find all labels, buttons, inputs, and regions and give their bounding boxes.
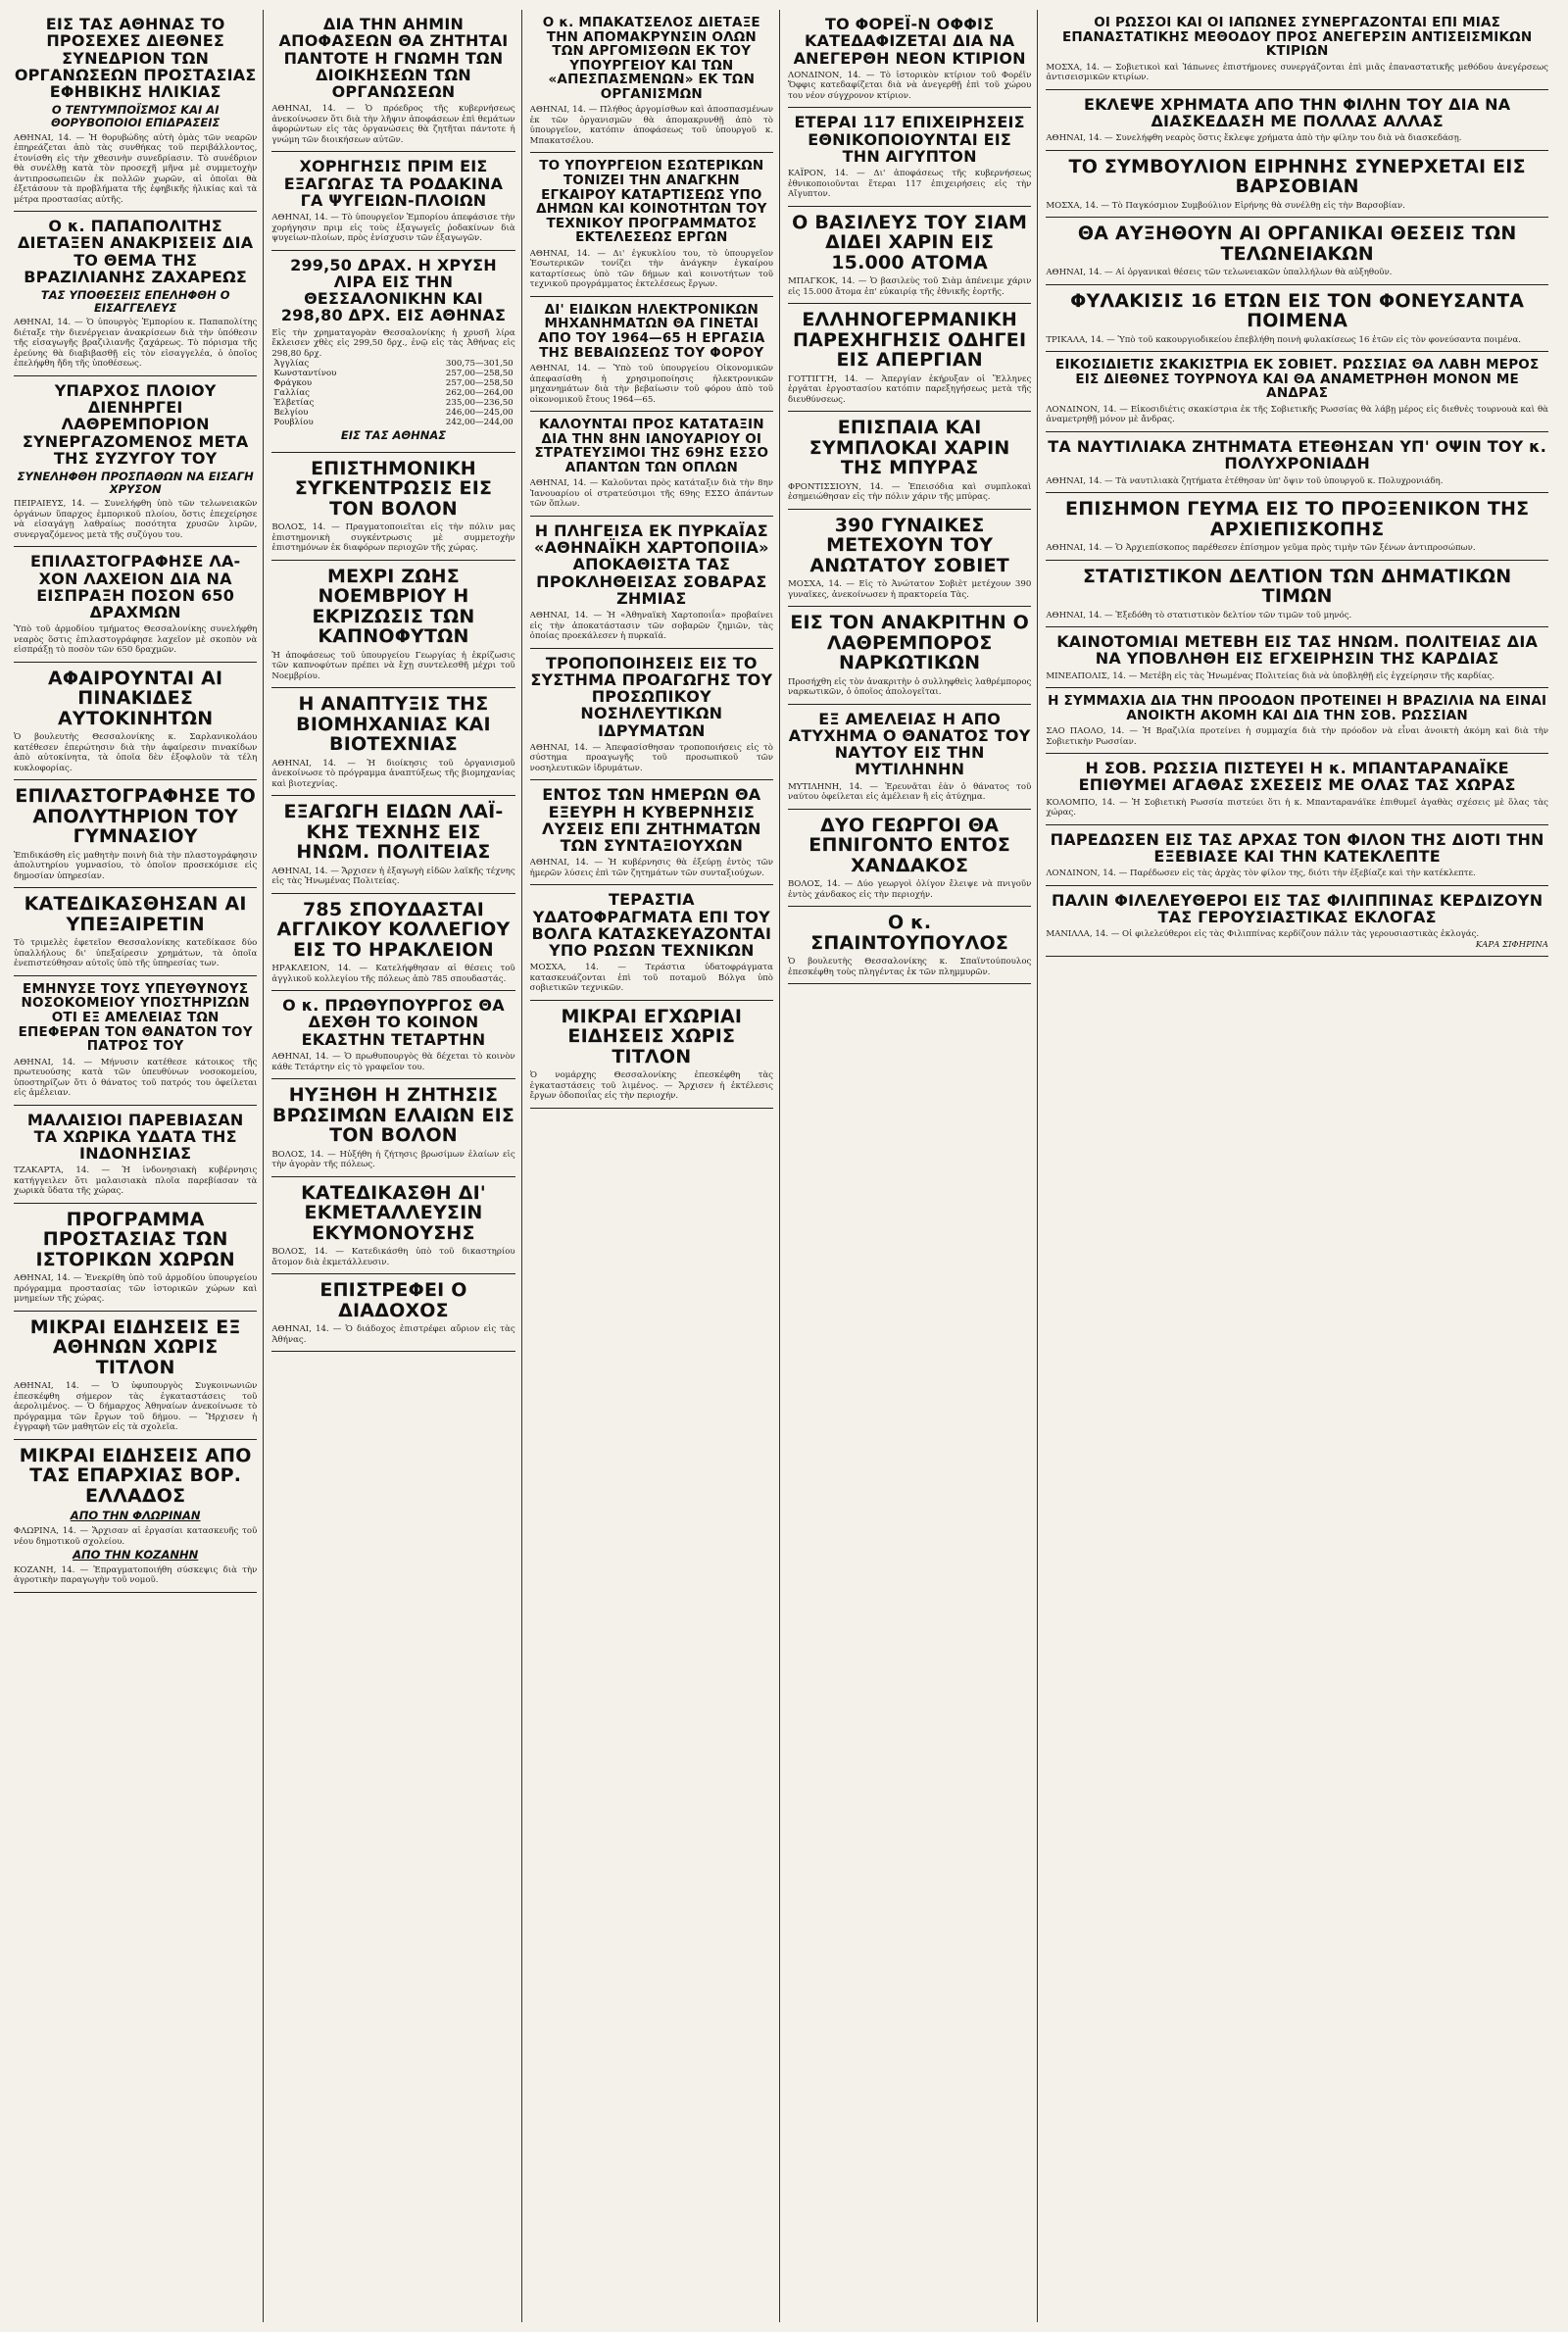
- article-body: ΑΘΗΝΑΙ, 14. — Ἐξεδόθη τὸ στατιστικὸν δελτίον τῶν τιμῶν τοῦ μηνός.: [1046, 610, 1352, 620]
- article-body: ΜΥΤΙΛΗΝΗ, 14. — Ἐρευνᾶται ἐὰν ὁ θάνατος τοῦ ναύτου ὀφείλεται εἰς ἀμέλειαν ἢ εἰς ἀτύχημα.: [787, 781, 1032, 803]
- article: [14, 1312, 257, 1440]
- article: [530, 885, 773, 1001]
- price-value: 242,00—244,00: [445, 418, 514, 428]
- article-headline: ΔΙ' ΕΙΔΙΚΩΝ ΗΛΕΚΤΡΟΝΙΚΩΝ ΜΗΧΑΝΗΜΑΤΩΝ ΘΑ ΓΙΝΕΤΑΙ ΑΠΟ ΤΟΥ 1964—65 Η ΕΡΓΑΣΙΑ ΤΗΣ ΒΕΒΑΙΩΣΕΩΣ ΤΟΥ ΦΟΡΟΥ: [538, 301, 765, 361]
- article-headline: Η ΠΛΗΓΕΙΣΑ ΕΚ ΠΥΡΚΑΪΑΣ «ΑΘΗΝΑΪΚΗ ΧΑΡΤΟΠΟΙΙΑ» ΑΠΟΚΑΘΙΣΤΑ ΤΑΣ ΠΡΟΚΛΗΘΕΙΣΑΣ ΣΟΒΑΡΑΣ ΖΗΜΙΑΣ: [534, 521, 769, 608]
- article: [788, 10, 1031, 108]
- article-body: ΤΖΑΚΑΡΤΑ, 14. — Ἡ ἰνδονησιακὴ κυβέρνησις κατήγγειλεν ὅτι μαλαισιακὰ πλοῖα παρεβίασαν τὰ χωρικὰ ὕδατα τῆς χώρας.: [14, 1166, 258, 1197]
- price-label: Ἀγγλίας: [273, 359, 310, 370]
- article-body: ΑΘΗΝΑΙ, 14. — Μήνυσιν κατέθεσε κάτοικος τῆς πρωτευούσης κατὰ τῶν ὑπευθύνων νοσοκομείου, ὑποστηρίζων ὅτι ὁ θάνατος τοῦ πατρός του ὀφείλεται εἰς ἀμέλειαν.: [14, 1057, 258, 1099]
- article: [271, 894, 514, 992]
- price-row: [271, 359, 514, 369]
- article-body: ΑΘΗΝΑΙ, 14. — Ἡ «Ἀθηναϊκὴ Χαρτοποιΐα» προβαίνει εἰς τὴν ἀποκατάστασιν τῶν σοβαρῶν ζημιῶν, τὰς ὁποίας προεκάλεσεν ἡ πυρκαϊά.: [529, 611, 773, 642]
- article-body: Ὁ βουλευτὴς Θεσσαλονίκης κ. Σαρλανικολάου κατέθεσεν ἐπερώτησιν διὰ τὴν ἀφαίρεσιν πινακίδων ἀπὸ αὐτοκίνητα, τὰ ὁποῖα δὲν ἐξοφλοῦν τὰ τέλη κυκλοφορίας.: [14, 732, 258, 773]
- article-body: Ἐπιδικάσθη εἰς μαθητὴν ποινὴ διὰ τὴν πλαστογράφησιν ἀπολυτηρίου γυμνασίου, τὸ ὁποῖον προσεκόμισε εἰς δημοσίαν ὑπηρεσίαν.: [14, 850, 258, 881]
- article: [788, 810, 1031, 908]
- article-headline: ΠΑΡΕΔΩΣΕΝ ΕΙΣ ΤΑΣ ΑΡΧΑΣ ΤΟΝ ΦΙΛΟΝ ΤΗΣ ΔΙΟΤΙ ΤΗΝ ΕΞΕΒΙΑΣΕ ΚΑΙ ΤΗΝ ΚΑΤΕΚΛΕΠΤΕ: [1050, 829, 1544, 866]
- price-value: 246,00—245,00: [445, 408, 514, 419]
- article-headline: ΜΙΚΡΑΙ ΕΓΧΩΡΙΑΙ ΕΙΔΗΣΕΙΣ ΧΩΡΙΣ ΤΙΤΛΟΝ: [561, 1005, 743, 1067]
- article-headline: ΕΙΚΟΣΙΔΙΕΤΙΣ ΣΚΑΚΙΣΤΡΙΑ ΕΚ ΣΟΒΙΕΤ. ΡΩΣΣΙΑΣ ΘΑ ΛΑΒΗ ΜΕΡΟΣ ΕΙΣ ΔΙΕΘΝΕΣ ΤΟΥΡΝΟΥΑ ΚΑΙ ΘΑ ΑΝΑΜΕΤΡΗΘΗ ΜΟΝΟΝ ΜΕ ΑΝΔΡΑΣ: [1054, 357, 1540, 402]
- article: [788, 705, 1031, 810]
- article: [271, 796, 514, 894]
- article-headline: ΧΟΡΗΓΗΣΙΣ ΠΡΙΜ ΕΙΣ ΕΞΑΓΩΓΑΣ ΤΑ ΡΟΔΑΚΙΝΑ ΓΑ ΨΥΓΕΙΩΝ-ΠΛΟΙΩΝ: [283, 157, 504, 210]
- article-headline: ΗΥΞΗΘΗ Η ΖΗΤΗΣΙΣ ΒΡΩΣΙΜΩΝ ΕΛΑΙΩΝ ΕΙΣ ΤΟΝ ΒΟΛΟΝ: [271, 1083, 515, 1147]
- article-subheadline: ΣΥΝΕΛΗΦΘΗ ΠΡΟΣΠΑΘΩΝ ΝΑ ΕΙΣΑΓΗ ΧΡΥΣΟΝ: [17, 470, 254, 496]
- article-body: ΒΟΛΟΣ, 14. — Κατεδικάσθη ὑπὸ τοῦ δικαστηρίου ἄτομον διὰ ἐκμετάλλευσιν.: [271, 1247, 515, 1267]
- price-row: [271, 408, 514, 418]
- article: [1046, 561, 1548, 628]
- article-body: ΚΟΛΟΜΠΟ, 14. — Ἡ Σοβιετικὴ Ρωσσία πιστεύει ὅτι ἡ κ. Μπανταρανάϊκε ἐπιθυμεῖ ἀγαθὰς σχέσεις μὲ ὅλας τὰς χώρας.: [1046, 797, 1548, 819]
- article: [1046, 10, 1548, 90]
- article-headline: ΕΤΕΡΑΙ 117 ΕΠΙΧΕΙΡΗΣΕΙΣ ΕΘΝΙΚΟΠΟΙΟΥΝΤΑΙ ΕΙΣ ΤΗΝ ΑΙΓΥΠΤΟΝ: [794, 113, 1025, 166]
- article-headline: ΚΑΙΝΟΤΟΜΙΑΙ ΜΕΤΕΒΗ ΕΙΣ ΤΑΣ ΗΝΩΜ. ΠΟΛΙΤΕΙΑΣ ΔΙΑ ΝΑ ΥΠΟΒΛΗΘΗ ΕΙΣ ΕΓΧΕΙΡΗΣΙΝ ΤΗΣ ΚΑΡΔΙΑΣ: [1056, 632, 1539, 669]
- article-headline: ΕΠΙΣΤΡΕΦΕΙ Ο ΔΙΑΔΟΧΟΣ: [319, 1279, 467, 1321]
- article-body: ΜΟΣΧΑ, 14. — Τὸ Παγκόσμιον Συμβούλιον Εἰρήνης θὰ συνέλθῃ εἰς τὴν Βαρσοβίαν.: [1046, 200, 1405, 211]
- section-body: ΚΟΖΑΝΗ, 14. — Ἐπραγματοποιήθη σύσκεψις διὰ τὴν ἀγροτικὴν παραγωγὴν τοῦ νομοῦ.: [14, 1564, 258, 1586]
- price-value: 235,00—236,50: [445, 398, 514, 409]
- article-headline: 299,50 ΔΡΑΧ. Η ΧΡΥΣΗ ΛΙΡΑ ΕΙΣ ΤΗΝ ΘΕΣΣΑΛΟΝΙΚΗΝ ΚΑΙ 298,80 ΔΡΧ. ΕΙΣ ΑΘΗΝΑΣ: [280, 255, 507, 325]
- article-headline: ΕΞ ΑΜΕΛΕΙΑΣ Η ΑΠΟ ΑΤΥΧΗΜΑ Ο ΘΑΝΑΤΟΣ ΤΟΥ ΝΑΥΤΟΥ ΕΙΣ ΤΗΝ ΜΥΤΙΛΗΝΗΝ: [788, 709, 1031, 779]
- article: [1046, 285, 1548, 353]
- price-table: [271, 359, 514, 427]
- article-body: ΑΘΗΝΑΙ, 14. — Αἱ ὀργανικαὶ θέσεις τῶν τελωνειακῶν ὑπαλλήλων θὰ αὐξηθοῦν.: [1046, 268, 1393, 278]
- article-headline: ΕΛΛΗΝΟΓΕΡΜΑΝΙΚΗ ΠΑΡΕΧΗΓΗΣΙΣ ΟΔΗΓΕΙ ΕΙΣ ΑΠΕΡΓΙΑΝ: [793, 309, 1027, 372]
- article-body: ΜΑΝΙΛΛΑ, 14. — Οἱ φιλελεύθεροι εἰς τὰς Φιλιππίνας κερδίζουν πάλιν τὰς γερουσιαστικὰς ἐκλογάς.: [1046, 929, 1480, 940]
- article: [271, 1177, 514, 1275]
- article-headline: Η ΑΝΑΠΤΥΞΙΣ ΤΗΣ ΒΙΟΜΗΧΑΝΙΑΣ ΚΑΙ ΒΙΟΤΕΧΝΙΑΣ: [296, 693, 491, 756]
- article-body: ΓΟΤΤΙΓΓΗ, 14. — Ἀπεργίαν ἐκήρυξαν οἱ Ἕλληνες ἐργάται ἐργοστασίου κατόπιν παρεξηγήσεως μετὰ τῆς διευθύνσεως.: [787, 373, 1032, 405]
- price-value: 300,75—301,50: [445, 359, 514, 370]
- section-title: ΑΠΟ ΤΗΝ ΦΛΩΡΙΝΑΝ: [70, 1509, 201, 1523]
- article: [1046, 688, 1548, 754]
- article: [14, 976, 257, 1106]
- column-1: [14, 10, 264, 2322]
- article-body: ΑΘΗΝΑΙ, 14. — Ἄρχισεν ἡ ἐξαγωγὴ εἰδῶν λαϊκῆς τέχνης εἰς τὰς Ἡνωμένας Πολιτείας.: [271, 866, 515, 887]
- column-grid: [14, 10, 1554, 2322]
- article-headline: ΕΠΙΣΗΜΟΝ ΓΕΥΜΑ ΕΙΣ ΤΟ ΠΡΟΞΕΝΙΚΟΝ ΤΗΣ ΑΡΧΙΕΠΙΣΚΟΠΗΣ: [1065, 497, 1530, 540]
- article: [530, 297, 773, 412]
- column-3-wide: [530, 10, 780, 2322]
- article-headline: ΤΑ ΝΑΥΤΙΛΙΑΚΑ ΖΗΤΗΜΑΤΑ ΕΤΕΘΗΣΑΝ ΥΠ' ΟΨΙΝ ΤΟΥ κ. ΠΟΛΥΧΡΟΝΙΑΔΗ: [1048, 436, 1547, 473]
- article-body: ΒΟΛΟΣ, 14. — Πραγματοποιεῖται εἰς τὴν πόλιν μας ἐπιστημονικὴ συγκέντρωσις μὲ συμμετοχὴν ἐπιστημόνων ἐκ διαφόρων περιοχῶν τῆς χώρας.: [271, 522, 515, 554]
- article: [271, 251, 514, 453]
- price-label: Βελγίου: [273, 408, 309, 419]
- article-headline: ΚΑΤΕΔΙΚΑΣΘΗΣΑΝ ΑΙ ΥΠΕΞΑΙΡΕΤΙΝ: [24, 893, 247, 935]
- article: [14, 780, 257, 888]
- article-body: ΜΙΝΕΑΠΟΛΙΣ, 14. — Μετέβη εἰς τὰς Ἡνωμένας Πολιτείας διὰ νὰ ὑποβληθῇ εἰς ἐγχείρησιν τῆς καρδίας.: [1046, 670, 1495, 681]
- article-headline: ΕΙΣ ΤΟΝ ΑΝΑΚΡΙΤΗΝ Ο ΛΑΘΡΕΜΠΟΡΟΣ ΝΑΡΚΩΤΙΚΩΝ: [790, 612, 1029, 674]
- article: [271, 991, 514, 1079]
- article-body: ΜΠΑΓΚΟΚ, 14. — Ὁ βασιλεὺς τοῦ Σιὰμ ἀπένειμε χάριν εἰς 15.000 ἄτομα ἐπ' εὐκαιρίᾳ τῆς ἐθνικῆς ἑορτῆς.: [787, 276, 1032, 297]
- article-body: ΜΟΣΧΑ, 14. — Εἰς τὸ Ἀνώτατον Σοβιὲτ μετέχουν 390 γυναῖκες, ἀνεκοίνωσεν ἡ πρακτορεία Τὰς.: [787, 579, 1032, 600]
- article-headline: ΕΞΑΓΩΓΗ ΕΙΔΩΝ ΛΑΪ-ΚΗΣ ΤΕΧΝΗΣ ΕΙΣ ΗΝΩΜ. ΠΟΛΙΤΕΙΑΣ: [283, 801, 504, 864]
- article-headline: ΕΠΙΣΤΗΜΟΝΙΚΗ ΣΥΓΚΕΝΤΡΩΣΙΣ ΕΙΣ ΤΟΝ ΒΟΛΟΝ: [294, 457, 493, 520]
- article-headline: ΕΠΙΣΠΑΙΑ ΚΑΙ ΣΥΜΠΛΟΚΑΙ ΧΑΡΙΝ ΤΗΣ ΜΠΥΡΑΣ: [808, 417, 1010, 479]
- article-body: ΑΘΗΝΑΙ, 14. — Δι' ἐγκυκλίου του, τὸ ὑπουργεῖον Ἐσωτερικῶν τονίζει τὴν ἀνάγκην ἐγκαίρου καταρτίσεως ὑπὸ τῶν δήμων καὶ κοινοτήτων τοῦ τεχνικοῦ προγράμματος ἐκτελέσεως ἔργων.: [529, 248, 773, 290]
- article-headline: Ο κ. ΠΑΠΑΠΟΛΙΤΗΣ ΔΙΕΤΑΞΕΝ ΑΝΑΚΡΙΣΕΙΣ ΔΙΑ ΤΟ ΘΕΜΑ ΤΗΣ ΒΡΑΖΙΛΙΑΝΗΣ ΖΑΧΑΡΕΩΣ: [17, 217, 254, 286]
- article-headline: ΔΥΟ ΓΕΩΡΓΟΙ ΘΑ ΕΠΝΙΓΟΝΤΟ ΕΝΤΟΣ ΧΑΝΔΑΚΟΣ: [808, 814, 1011, 876]
- article: [271, 688, 514, 796]
- article-body: ΑΘΗΝΑΙ, 14. — Ὁ πρόεδρος τῆς κυβερνήσεως ἀνεκοίνωσεν ὅτι διὰ τὴν λῆψιν ἀποφάσεων ἐπὶ θεμάτων ἀφορώντων εἰς τὰς ὀργανώσεις θὰ ζητῆται πάντοτε ἡ γνώμη τῶν διοικήσεων αὐτῶν.: [271, 104, 515, 145]
- article: [1046, 151, 1548, 219]
- article-body: ΑΘΗΝΑΙ, 14. — Ὁ ὑφυπουργὸς Συγκοινωνιῶν ἐπεσκέφθη σήμερον τὰς ἐγκαταστάσεις τοῦ ἀερολιμένος. — Ὁ δήμαρχος Ἀθηναίων ἀνεκοίνωσε τὸ πρόγραμμα τῶν ἔργων τοῦ δήμου. — Ἤρχισεν ἡ ἐγγραφὴ τῶν μαθητῶν εἰς τὰ σχολεῖα.: [14, 1381, 258, 1433]
- article-headline: Ο κ. ΜΠΑΚΑΤΣΕΛΟΣ ΔΙΕΤΑΞΕ ΤΗΝ ΑΠΟΜΑΚΡΥΝΣΙΝ ΟΛΩΝ ΤΩΝ ΑΡΓΟΜΙΣΘΩΝ ΕΚ ΤΟΥ ΥΠΟΥΡΓΕΙΟΥ ΚΑΙ ΤΩΝ «ΑΠΕΣΠΑΣΜΕΝΩΝ» ΕΚ ΤΩΝ ΟΡΓΑΝΙΣΜΩΝ: [542, 15, 760, 102]
- article-body: ΑΘΗΝΑΙ, 14. — Τὰ ναυτιλιακὰ ζητήματα ἐτέθησαν ὑπ' ὄψιν τοῦ ὑπουργοῦ κ. Πολυχρονιάδη.: [1046, 475, 1444, 486]
- article: [788, 510, 1031, 608]
- article-headline: ΜΕΧΡΙ ΖΩΗΣ ΝΟΕΜΒΡΙΟΥ Η ΕΚΡΙΖΩΣΙΣ ΤΩΝ ΚΑΠΝΟΦΥΤΩΝ: [312, 565, 475, 648]
- article-body: ΑΘΗΝΑΙ, 14. — Ὁ ὑπουργὸς Ἐμπορίου κ. Παπαπολίτης διέταξε τὴν διενέργειαν ἀνακρίσεων διὰ τὴν ὑπόθεσιν τῆς εἰσαγωγῆς βραζιλιανῆς ζαχάρεως. Τὸ πόρισμα τῆς ἐρεύνης θὰ διαβιβασθῇ εἰς τὸν εἰσαγγελέα, ὁ ὁποῖος ἐπελήφθη ἤδη τῆς ὑποθέσεως.: [14, 318, 258, 370]
- price-row: [271, 398, 514, 408]
- price-row: [271, 418, 514, 427]
- article: [1046, 493, 1548, 561]
- article: [530, 780, 773, 885]
- article-headline: ΜΙΚΡΑΙ ΕΙΔΗΣΕΙΣ ΑΠΟ ΤΑΣ ΕΠΑΡΧΙΑΣ ΒΟΡ. ΕΛΛΑΔΟΣ: [19, 1444, 252, 1507]
- table-caption: ΕΙΣ ΤΑΣ ΑΘΗΝΑΣ: [340, 428, 447, 443]
- article: [14, 663, 257, 780]
- article-headline: ΤΟ ΥΠΟΥΡΓΕΙΟΝ ΕΣΩΤΕΡΙΚΩΝ ΤΟΝΙΖΕΙ ΤΗΝ ΑΝΑΓΚΗΝ ΕΓΚΑΙΡΟΥ ΚΑΤΑΡΤΙΣΕΩΣ ΥΠΟ ΔΗΜΩΝ ΚΑΙ ΚΟΙΝΟΤΗΤΩΝ ΤΟΥ ΤΕΧΝΙΚΟΥ ΠΡΟΓΡΑΜΜΑΤΟΣ ΕΚΤΕΛΕΣΕΩΣ ΕΡΓΩΝ: [536, 158, 767, 246]
- article-headline: ΚΑΤΕΔΙΚΑΣΘΗ ΔΙ' ΕΚΜΕΤΑΛΛΕΥΣΙΝ ΕΚΥΜΟΝΟΥΣΗΣ: [301, 1181, 486, 1244]
- article-body: ΛΟΝΔΙΝΟΝ, 14. — Τὸ ἱστορικὸν κτίριον τοῦ Φορέϊν Ὄφφις κατεδαφίζεται διὰ νὰ ἀνεγερθῇ ἐπὶ τοῦ χώρου του νέον σύγχρονον κτίριον.: [787, 70, 1032, 101]
- article-headline: ΑΦΑΙΡΟΥΝΤΑΙ ΑΙ ΠΙΝΑΚΙΔΕΣ ΑΥΤΟΚΙΝΗΤΩΝ: [48, 667, 223, 729]
- section-title: ΑΠΟ ΤΗΝ ΚΟΖΑΝΗΝ: [73, 1548, 199, 1562]
- article-headline: ΥΠΑΡΧΟΣ ΠΛΟΙΟΥ ΔΙΕΝΗΡΓΕΙ ΛΑΘΡΕΜΠΟΡΙΟΝ ΣΥΝΕΡΓΑΖΟΜΕΝΟΣ ΜΕΤΑ ΤΗΣ ΣΥΖΥΓΟΥ ΤΟΥ: [22, 380, 249, 468]
- article-headline: ΕΠΙΛΑΣΤΟΓΡΑΦΗΣΕ ΤΟ ΑΠΟΛΥΤΗΡΙΟΝ ΤΟΥ ΓΥΜΝΑΣΙΟΥ: [15, 785, 256, 848]
- article: [530, 153, 773, 296]
- article-headline: ΠΡΟΓΡΑΜΜΑ ΠΡΟΣΤΑΣΙΑΣ ΤΩΝ ΙΣΤΟΡΙΚΩΝ ΧΩΡΩΝ: [35, 1208, 235, 1270]
- article-body: Εἰς τὴν χρηματαγορὰν Θεσσαλονίκης ἡ χρυσῆ λίρα ἔκλεισεν χθὲς εἰς 299,50 δρχ., ἐνῷ εἰς τὰς Ἀθήνας εἰς 298,80 δρχ.: [271, 327, 515, 359]
- column-5-wide: [1046, 10, 1554, 2322]
- article: [14, 376, 257, 548]
- article-body: ΜΟΣΧΑ, 14. — Σοβιετικοὶ καὶ Ἰάπωνες ἐπιστήμονες συνεργάζονται ἐπὶ μιᾶς ἐπαναστατικῆς μεθόδου ἀνεγέρσεως ἀντισεισμικῶν κτιρίων.: [1046, 62, 1548, 83]
- article-headline: ΠΑΛΙΝ ΦΙΛΕΛΕΥΘΕΡΟΙ ΕΙΣ ΤΑΣ ΦΙΛΙΠΠΙΝΑΣ ΚΕΡΔΙΖΟΥΝ ΤΑΣ ΓΕΡΟΥΣΙΑΣΤΙΚΑΣ ΕΚΛΟΓΑΣ: [1052, 890, 1544, 926]
- article-headline: ΤΡΟΠΟΠΟΙΗΣΕΙΣ ΕΙΣ ΤΟ ΣΥΣΤΗΜΑ ΠΡΟΑΓΩΓΗΣ ΤΟΥ ΠΡΟΣΩΠΙΚΟΥ ΝΟΣΗΛΕΥΤΙΚΩΝ ΙΔΡΥΜΑΤΩΝ: [530, 653, 773, 740]
- article: [530, 1001, 773, 1109]
- article-body: Ὁ νομάρχης Θεσσαλονίκης ἐπεσκέφθη τὰς ἐγκαταστάσεις τοῦ λιμένος. — Ἄρχισεν ἡ ἐκτέλεσις ἔργων ὀδοποιΐας εἰς τὴν περιοχήν.: [529, 1070, 773, 1102]
- article-body: ΛΟΝΔΙΝΟΝ, 14. — Εἰκοσιδιέτις σκακίστρια ἐκ τῆς Σοβιετικῆς Ρωσσίας θὰ λάβῃ μέρος εἰς διεθνὲς τουρνουὰ καὶ θὰ ἀναμετρηθῇ μόνον μὲ ἄνδρας.: [1046, 405, 1548, 425]
- article-body: ΜΟΣΧΑ, 14. — Τεράστια ὑδατοφράγματα κατασκευάζονται ἐπὶ τοῦ ποταμοῦ Βόλγα ὑπὸ σοβιετικῶν τεχνικῶν.: [529, 963, 773, 994]
- article-body: ΒΟΛΟΣ, 14. — Ηὐξήθη ἡ ζήτησις βρωσίμων ἐλαίων εἰς τὴν ἀγορὰν τῆς πόλεως.: [271, 1149, 515, 1170]
- article-body: Τὸ τριμελὲς ἐφετεῖον Θεσσαλονίκης κατεδίκασε δύο ὑπαλλήλους δι' ὑπεξαίρεσιν χρημάτων, τὰ ὁποῖα ἐνεπιστεύθησαν αὐτοῖς ὑπὸ τῆς ὑπηρεσίας των.: [14, 938, 258, 969]
- article-headline: Η ΣΥΜΜΑΧΙΑ ΔΙΑ ΤΗΝ ΠΡΟΟΔΟΝ ΠΡΟΤΕΙΝΕΙ Η ΒΡΑΖΙΛΙΑ ΝΑ ΕΙΝΑΙ ΑΝΟΙΚΤΗ ΑΚΟΜΗ ΚΑΙ ΔΙΑ ΤΗΝ ΣΟΒ. ΡΩΣΣΙΑΝ: [1048, 693, 1547, 723]
- article-headline: ΚΑΛΟΥΝΤΑΙ ΠΡΟΣ ΚΑΤΑΤΑΞΙΝ ΔΙΑ ΤΗΝ 8ΗΝ ΙΑΝΟΥΑΡΙΟΥ ΟΙ ΣΤΡΑΤΕΥΣΙΜΟΙ ΤΗΣ 69ΗΣ ΕΣΣΟ ΑΠΑΝΤΩΝ ΤΩΝ ΟΠΛΩΝ: [534, 417, 769, 475]
- price-row: [271, 388, 514, 398]
- section-body: ΦΛΩΡΙΝΑ, 14. — Ἄρχισαν αἱ ἐργασίαι κατασκευῆς τοῦ νέου δημοτικοῦ σχολείου.: [14, 1526, 258, 1547]
- article: [14, 1106, 257, 1204]
- article-headline: ΟΙ ΡΩΣΣΟΙ ΚΑΙ ΟΙ ΙΑΠΩΝΕΣ ΣΥΝΕΡΓΑΖΟΝΤΑΙ ΕΠΙ ΜΙΑΣ ΕΠΑΝΑΣΤΑΤΙΚΗΣ ΜΕΘΟΔΟΥ ΠΡΟΣ ΑΝΕΓΕΡΣΙΝ ΑΝΤΙΣΕΙΣΜΙΚΩΝ ΚΤΙΡΙΩΝ: [1061, 15, 1533, 60]
- article: [788, 108, 1031, 206]
- article-headline: ΤΟ ΦΟΡΕΪ-Ν ΟΦΦΙΣ ΚΑΤΕΔΑΦΙΖΕΤΑΙ ΔΙΑ ΝΑ ΑΝΕΓΕΡΘΗ ΝΕΟΝ ΚΤΙΡΙΟΝ: [793, 15, 1026, 68]
- article-body: ΠΕΙΡΑΙΕΥΣ, 14. — Συνελήφθη ὑπὸ τῶν τελωνειακῶν ὀργάνων ὕπαρχος ἐμπορικοῦ πλοίου, ὅστις ἐπεχείρησε νὰ εἰσαγάγῃ λαθραίως ποσότητα χρυσῶν λιρῶν, συνεργαζόμενος μετὰ τῆς συζύγου του.: [14, 499, 258, 540]
- article: [530, 10, 773, 153]
- article-headline: 390 ΓΥΝΑΙΚΕΣ ΜΕΤΕΧΟΥΝ ΤΟΥ ΑΝΩΤΑΤΟΥ ΣΟΒΙΕΤ: [809, 514, 1009, 576]
- column-2: [271, 10, 521, 2322]
- article-body: ΑΘΗΝΑΙ, 14. — Ὁ Ἀρχιεπίσκοπος παρέθεσεν ἐπίσημον γεῦμα πρὸς τιμὴν τῶν ξένων ἀντιπροσώπων.: [1046, 543, 1476, 554]
- article: [1046, 90, 1548, 151]
- article-body: ΚΑΪΡΟΝ, 14. — Δι' ἀποφάσεως τῆς κυβερνήσεως ἐθνικοποιοῦνται ἕτεραι 117 ἐπιχειρήσεις εἰς τὴν Αἴγυπτον.: [787, 169, 1032, 200]
- price-row: [271, 378, 514, 388]
- article-subheadline: Ο ΤΕΝΤΥΜΠΟΪΣΜΟΣ ΚΑΙ ΑΙ ΘΟΡΥΒΟΠΟΙΟΙ ΕΠΙΔΡΑΣΕΙΣ: [50, 103, 220, 129]
- article-body: ΑΘΗΝΑΙ, 14. — Τὸ ὑπουργεῖον Ἐμπορίου ἀπεφάσισε τὴν χορήγησιν πριμ εἰς τοὺς ἐξαγωγεῖς ῥοδακίνων διὰ ψυγείων-πλοίων, πρὸς ἐνίσχυσιν τῶν ἐξαγωγῶν.: [271, 213, 515, 244]
- article-body: ΛΟΝΔΙΝΟΝ, 14. — Παρέδωσεν εἰς τὰς ἀρχὰς τὸν φίλον της, διότι τὴν ἐξεβίαζε καὶ τὴν κατέκλεπτε.: [1046, 868, 1476, 879]
- article: [530, 412, 773, 517]
- article-body: Ἡ ἀποφάσεως τοῦ ὑπουργείου Γεωργίας ἡ ἐκρίζωσις τῶν καπνοφύτων πρέπει νὰ ἔχῃ συντελεσθῆ μέχρι τοῦ Νοεμβρίου.: [271, 650, 515, 681]
- price-label: Γαλλίας: [273, 388, 310, 399]
- price-value: 257,00—258,50: [445, 378, 514, 389]
- article-body: ΗΡΑΚΛΕΙΟΝ, 14. — Κατελήφθησαν αἱ θέσεις τοῦ ἀγγλικοῦ κολλεγίου τῆς πόλεως ἀπὸ 785 σπουδαστάς.: [271, 964, 515, 984]
- article-headline: ΤΟ ΣΥΜΒΟΥΛΙΟΝ ΕΙΡΗΝΗΣ ΣΥΝΕΡΧΕΤΑΙ ΕΙΣ ΒΑΡΣΟΒΙΑΝ: [1068, 155, 1526, 198]
- article-body: ΑΘΗΝΑΙ, 14. — Συνελήφθη νεαρὸς ὅστις ἔκλεψε χρήματα ἀπὸ τὴν φίλην του διὰ νὰ διασκεδάσῃ.: [1046, 133, 1462, 144]
- article-body: Ὑπὸ τοῦ ἀρμοδίου τμήματος Θεσσαλονίκης συνελήφθη νεαρὸς ὅστις ἐπιλαστογράφησε λαχεῖον μὲ σκοπὸν νὰ εἰσπράξῃ τὸ ποσὸν τῶν 650 δραχμῶν.: [14, 624, 258, 656]
- article-body: ΑΘΗΝΑΙ, 14. — Ἀπεφασίσθησαν τροποποιήσεις εἰς τὸ σύστημα προαγωγῆς τοῦ προσωπικοῦ τῶν νοσηλευτικῶν ἱδρυμάτων.: [529, 742, 773, 773]
- article-headline: Ο κ. ΠΡΩΘΥΠΟΥΡΓΟΣ ΘΑ ΔΕΧΘΗ ΤΟ ΚΟΙΝΟΝ ΕΚΑΣΤΗΝ ΤΕΤΑΡΤΗΝ: [282, 996, 505, 1049]
- article-headline: ΕΝΤΟΣ ΤΩΝ ΗΜΕΡΩΝ ΘΑ ΕΞΕΥΡΗ Η ΚΥΒΕΡΝΗΣΙΣ ΛΥΣΕΙΣ ΕΠΙ ΖΗΤΗΜΑΤΩΝ ΤΩΝ ΣΥΝΤΑΞΙΟΥΧΩΝ: [542, 785, 761, 856]
- price-label: Φράγκου: [273, 378, 313, 389]
- article: [1046, 218, 1548, 285]
- price-label: Ἐλβετίας: [273, 398, 315, 409]
- article-headline: ΕΠΙΛΑΣΤΟΓΡΑΦΗΣΕ ΛΑ-ΧΟΝ ΛΑΧΕΙΟΝ ΔΙΑ ΝΑ ΕΙΣΠΡΑΞΗ ΠΟΣΟΝ 650 ΔΡΑΧΜΩΝ: [29, 552, 241, 622]
- article-headline: ΕΚΛΕΨΕ ΧΡΗΜΑΤΑ ΑΠΟ ΤΗΝ ΦΙΛΗΝ ΤΟΥ ΔΙΑ ΝΑ ΔΙΑΣΚΕΔΑΣΗ ΜΕ ΠΟΛΛΑΣ ΑΛΛΑΣ: [1083, 94, 1511, 130]
- article: [1046, 432, 1548, 493]
- article: [271, 1079, 514, 1177]
- article-headline: ΔΙΑ ΤΗΝ ΑΗΜΙΝ ΑΠΟΦΑΣΕΩΝ ΘΑ ΖΗΤΗΤΑΙ ΠΑΝΤΟΤΕ Η ΓΝΩΜΗ ΤΩΝ ΔΙΟΙΚΗΣΕΩΝ ΤΩΝ ΟΡΓΑΝΩΣΕΩΝ: [278, 15, 509, 102]
- article-headline: ΜΑΛΑΙΣΙΟΙ ΠΑΡΕΒΙΑΣΑΝ ΤΑ ΧΩΡΙΚΑ ΥΔΑΤΑ ΤΗΣ ΙΝΔΟΝΗΣΙΑΣ: [26, 1110, 244, 1164]
- article: [1046, 886, 1548, 957]
- article: [14, 1204, 257, 1312]
- article: [271, 561, 514, 689]
- article-subheadline: ΤΑΣ ΥΠΟΘΕΣΕΙΣ ΕΠΕΛΗΦΘΗ Ο ΕΙΣΑΓΓΕΛΕΥΣ: [40, 288, 230, 315]
- article-body: Προσήχθη εἰς τὸν ἀνακριτὴν ὁ συλληφθεὶς λαθρέμπορος ναρκωτικῶν, ὁ ὁποῖος ἀπολογεῖται.: [787, 676, 1032, 698]
- article: [1046, 825, 1548, 886]
- article-body: Ὁ βουλευτὴς Θεσσαλονίκης κ. Σπαϊντούπουλος ἐπεσκέφθη τοὺς πληγέντας ἐκ τῶν πλημμυρῶν.: [787, 957, 1032, 977]
- article: [530, 649, 773, 781]
- article-headline: ΕΙΣ ΤΑΣ ΑΘΗΝΑΣ ΤΟ ΠΡΟΣΕΧΕΣ ΔΙΕΘΝΕΣ ΣΥΝΕΔΡΙΟΝ ΤΩΝ ΟΡΓΑΝΩΣΕΩΝ ΠΡΟΣΤΑΣΙΑΣ ΕΦΗΒΙΚΗΣ ΗΛΙΚΙΑΣ: [14, 15, 257, 102]
- article: [1046, 627, 1548, 688]
- article-body: ΦΡΟΝΤΙΣΣΙΟΥΝ, 14. — Ἐπεισόδια καὶ συμπλοκαὶ ἐσημειώθησαν εἰς τὴν πόλιν χάριν τῆς μπύρας.: [787, 481, 1032, 503]
- price-value: 262,00—264,00: [445, 388, 514, 399]
- article-headline: Η ΣΟΒ. ΡΩΣΣΙΑ ΠΙΣΤΕΥΕΙ Η κ. ΜΠΑΝΤΑΡΑΝΑΪΚΕ ΕΠΙΘΥΜΕΙ ΑΓΑΘΑΣ ΣΧΕΣΕΙΣ ΜΕ ΟΛΑΣ ΤΑΣ ΧΩΡΑΣ: [1078, 759, 1516, 795]
- article: [271, 152, 514, 250]
- article-body: ΑΘΗΝΑΙ, 14. — Ὁ πρωθυπουργὸς θὰ δέχεται τὸ κοινὸν κάθε Τετάρτην εἰς τὸ γραφεῖον του.: [271, 1052, 515, 1072]
- article-headline: Ο κ. ΣΠΑΙΝΤΟΥΠΟΥΛΟΣ: [810, 912, 1009, 954]
- article: [14, 10, 257, 212]
- column-4: [788, 10, 1038, 2322]
- article-headline: ΘΑ ΑΥΞΗΘΟΥΝ ΑΙ ΟΡΓΑΝΙΚΑΙ ΘΕΣΕΙΣ ΤΩΝ ΤΕΛΩΝΕΙΑΚΩΝ: [1077, 223, 1517, 265]
- price-value: 257,00—258,50: [445, 369, 514, 379]
- article-body: ΑΘΗΝΑΙ, 14. — Πλήθος ἀργομίσθων καὶ ἀποσπασμένων ἐκ τῶν ὀργανισμῶν θὰ ἀπομακρυνθῇ ἀπὸ τὸ ὑπουργεῖον, κατόπιν ἀποφάσεως τοῦ ὑπουργοῦ κ. Μπακατσέλου.: [529, 105, 773, 146]
- price-label: Κωνσταντίνου: [273, 369, 337, 379]
- article: [14, 212, 257, 376]
- article-headline: ΜΙΚΡΑΙ ΕΙΔΗΣΕΙΣ ΕΞ ΑΘΗΝΩΝ ΧΩΡΙΣ ΤΙΤΛΟΝ: [29, 1315, 241, 1378]
- article-headline: ΦΥΛΑΚΙΣΙΣ 16 ΕΤΩΝ ΕΙΣ ΤΟΝ ΦΟΝΕΥΣΑΝΤΑ ΠΟΙΜΕΝΑ: [1070, 289, 1525, 332]
- article-body: ΑΘΗΝΑΙ, 14. — Καλοῦνται πρὸς κατάταξιν διὰ τὴν 8ην Ἰανουαρίου οἱ στρατεύσιμοι τῆς 69ης ΕΣΣΟ ἁπάντων τῶν ὅπλων.: [529, 478, 773, 510]
- article: [1046, 754, 1548, 825]
- article-body: ΒΟΛΟΣ, 14. — Δύο γεωργοὶ ὀλίγον ἔλειψε νὰ πνιγοῦν ἐντὸς χάνδακος εἰς τὴν περιοχήν.: [787, 879, 1032, 900]
- price-label: Ρουβλίου: [273, 418, 314, 428]
- article: [788, 412, 1031, 510]
- article-body: ΑΘΗΝΑΙ, 14. — Ἐνεκρίθη ὑπὸ τοῦ ἀρμοδίου ὑπουργείου πρόγραμμα προστασίας τῶν ἱστορικῶν χώρων καὶ μνημείων τῆς χώρας.: [14, 1273, 258, 1305]
- article: [271, 1274, 514, 1352]
- article-headline: 785 ΣΠΟΥΔΑΣΤΑΙ ΑΓΓΛΙΚΟΥ ΚΟΛΛΕΓΙΟΥ ΕΙΣ ΤΟ ΗΡΑΚΛΕΙΟΝ: [276, 898, 511, 961]
- article: [788, 207, 1031, 305]
- article: [14, 547, 257, 663]
- article-signature: ΚΑΡΑ ΣΙΦΗΡΙΝΑ: [1475, 939, 1548, 950]
- article-body: ΑΘΗΝΑΙ, 14. — Ὑπὸ τοῦ ὑπουργείου Οἰκονομικῶν ἀπεφασίσθη ἡ χρησιμοποίησις ἠλεκτρονικῶν μηχανημάτων διὰ τὴν βεβαίωσιν τοῦ φόρου ἀπὸ τοῦ οἰκονομικοῦ ἔτους 1964—65.: [529, 364, 773, 405]
- article: [788, 304, 1031, 412]
- article-headline: Ο ΒΑΣΙΛΕΥΣ ΤΟΥ ΣΙΑΜ ΔΙΔΕΙ ΧΑΡΙΝ ΕΙΣ 15.000 ΑΤΟΜΑ: [792, 211, 1028, 273]
- article-body: ΣΑΟ ΠΑΟΛΟ, 14. — Ἡ Βραζιλία προτείνει ἡ συμμαχία διὰ τὴν πρόοδον νὰ εἶναι ἀνοικτὴ ἀκόμη καὶ διὰ τὴν Σοβιετικὴν Ρωσσίαν.: [1046, 726, 1548, 747]
- article-body: ΑΘΗΝΑΙ, 14. — Ὁ διάδοχος ἐπιστρέφει αὔριον εἰς τὰς Ἀθήνας.: [271, 1324, 515, 1345]
- price-row: [271, 369, 514, 378]
- article: [14, 1440, 257, 1593]
- article-body: ΑΘΗΝΑΙ, 14. — Ἡ θορυβώδης αὐτὴ ὁμὰς τῶν νεαρῶν ἐπηρεάζεται ἀπὸ τὰς συνθήκας τοῦ περιβάλλοντος, ἐτονίσθη εἰς τὴν χθεσινὴν συνεδρίασιν. Τὸ συνέδριον θὰ συνέλθῃ κατὰ τὸν προσεχῆ μῆνα μὲ συμμετοχὴν ἀντιπροσωπειῶν ἐκ πολλῶν χωρῶν, αἱ ὁποῖαι θὰ ἐξετάσουν τὰ προβλήματα τῆς ἐφηβικῆς ἡλικίας καὶ τὰ μέτρα προστασίας αὐτῆς.: [14, 132, 258, 205]
- article: [788, 907, 1031, 984]
- article-body: ΑΘΗΝΑΙ, 14. — Ἡ διοίκησις τοῦ ὀργανισμοῦ ἀνεκοίνωσε τὸ πρόγραμμα ἀναπτύξεως τῆς βιομηχανίας καὶ βιοτεχνίας.: [271, 758, 515, 789]
- article-body: ΑΘΗΝΑΙ, 14. — Ἡ κυβέρνησις θὰ ἐξεύρῃ ἐντὸς τῶν ἡμερῶν λύσεις ἐπὶ τῶν ζητημάτων τῶν συνταξιούχων.: [529, 858, 773, 878]
- article-body: ΤΡΙΚΑΛΑ, 14. — Ὑπὸ τοῦ κακουργιοδικείου ἐπεβλήθη ποινὴ φυλακίσεως 16 ἐτῶν εἰς τὸν φονεύσαντα ποιμένα.: [1046, 334, 1521, 345]
- article-headline: ΕΜΗΝΥΣΕ ΤΟΥΣ ΥΠΕΥΘΥΝΟΥΣ ΝΟΣΟΚΟΜΕΙΟΥ ΥΠΟΣΤΗΡΙΖΩΝ ΟΤΙ ΕΞ ΑΜΕΛΕΙΑΣ ΤΩΝ ΕΠΕΦΕΡΑΝ ΤΟΝ ΘΑΝΑΤΟΝ ΤΟΥ ΠΑΤΡΟΣ ΤΟΥ: [18, 980, 253, 1055]
- article: [530, 517, 773, 649]
- article: [788, 607, 1031, 705]
- article-headline: ΣΤΑΤΙΣΤΙΚΟΝ ΔΕΛΤΙΟΝ ΤΩΝ ΔΗΜΑΤΙΚΩΝ ΤΙΜΩΝ: [1082, 565, 1512, 608]
- article: [271, 10, 514, 152]
- article: [1046, 352, 1548, 432]
- article: [14, 888, 257, 975]
- article: [271, 453, 514, 561]
- article-headline: ΤΕΡΑΣΤΙΑ ΥΔΑΤΟΦΡΑΓΜΑΤΑ ΕΠΙ ΤΟΥ ΒΟΛΓΑ ΚΑΤΑΣΚΕΥΑΖΟΝΤΑΙ ΥΠΟ ΡΩΣΩΝ ΤΕΧΝΙΚΩΝ: [531, 890, 772, 961]
